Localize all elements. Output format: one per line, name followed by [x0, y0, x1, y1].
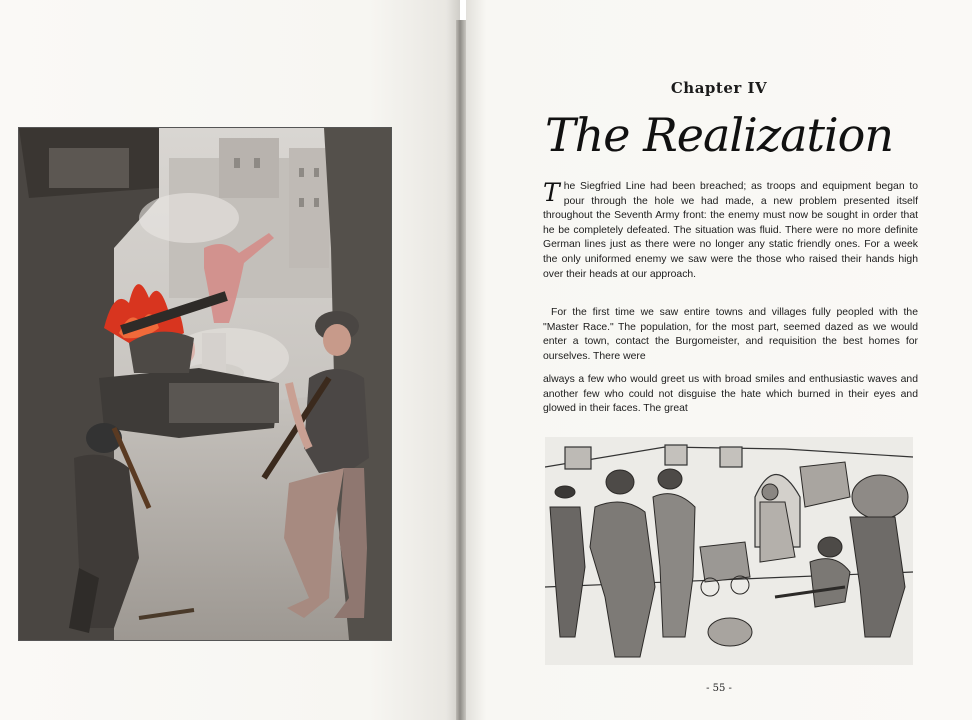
paragraph-1-text: he Siegfried Line had been breached; as troops and equipment began to pour through the hole we had made, a new problem presented itself throughout the Seventh Army front: the enemy must now be sought in order that he be completely defeated. The situation was fluid. There were no more definite German lines just as there were no longer any static friendly ones. For a week the only uniformed enemy we saw were the those who raised their hands high over their heads at our approach. — [543, 181, 918, 280]
color-plate-illustration — [18, 127, 392, 641]
page-number: - 55 - — [706, 683, 732, 694]
paragraph-2: For the first time we saw entire towns and villages fully peopled with the "Master Race." The population, for the most part, seemed dazed as we would enter a town, contact the Burgomeister, and requisition the best homes for ourselves. There were — [543, 307, 918, 362]
chapter-title: The Realization — [544, 108, 894, 162]
paragraph-3: always a few who would greet us with broad smiles and enthusiastic waves and another few who could not disguise the hate which burned in their eyes and glowed in their faces. The great — [543, 374, 918, 415]
book-gutter — [456, 20, 466, 720]
drop-cap: T — [543, 178, 560, 207]
chapter-number: Chapter IV — [670, 79, 768, 97]
pencil-sketch-illustration — [545, 437, 913, 665]
paragraph-1 — [543, 180, 918, 282]
